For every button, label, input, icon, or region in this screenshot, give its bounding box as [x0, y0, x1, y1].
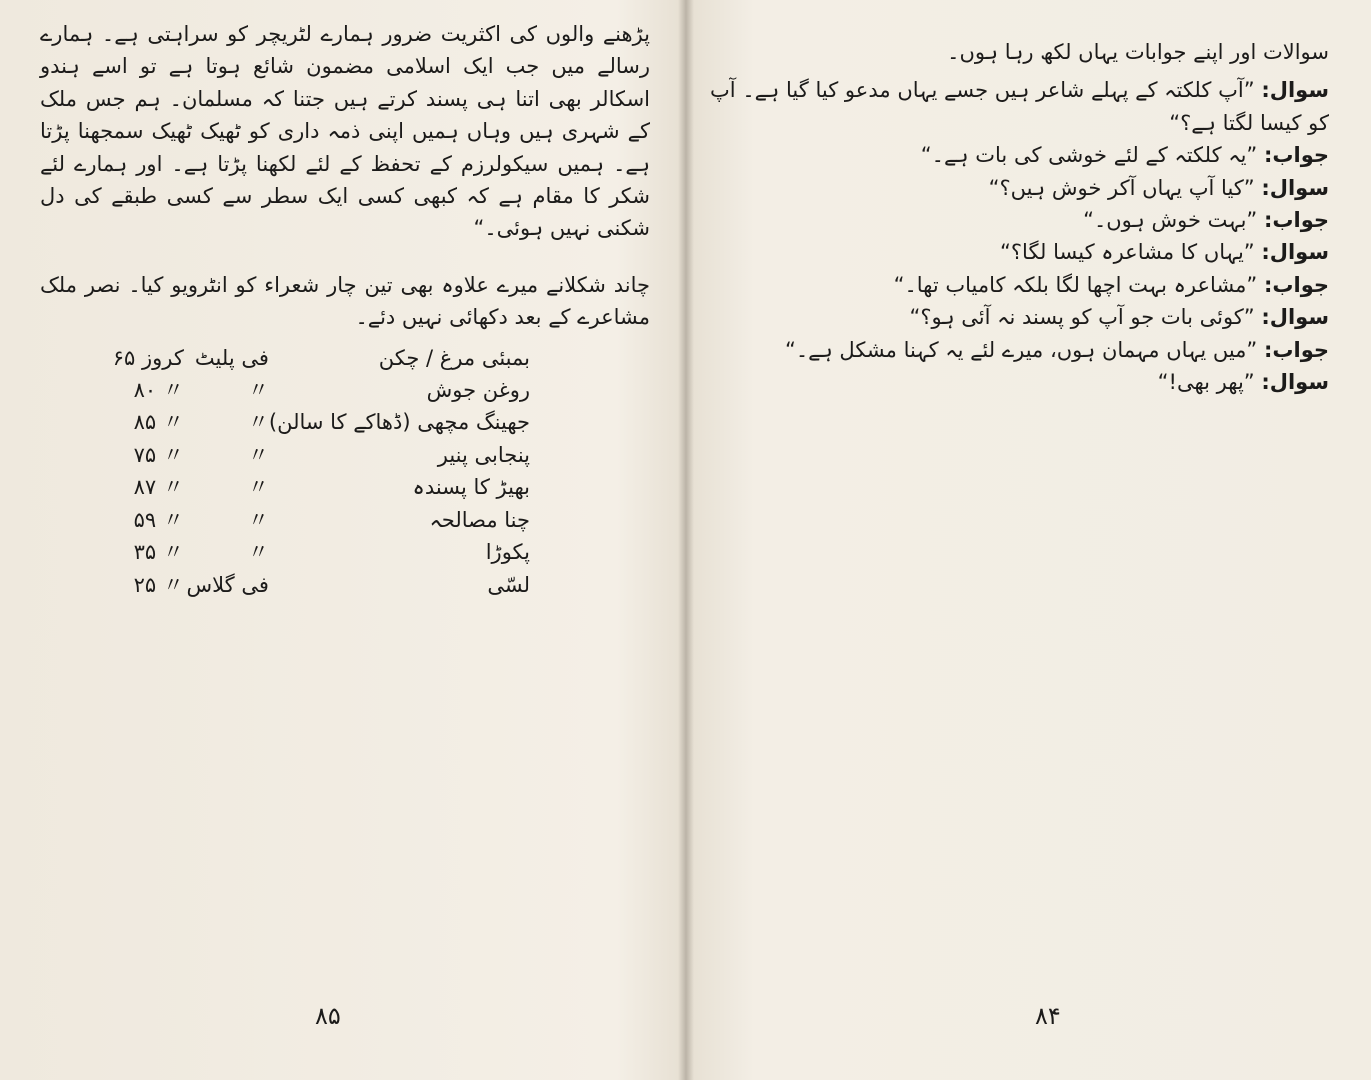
qa-text: ”میں یہاں مہمان ہوں، میرے لئے یہ کہنا مشکل ہے۔“ [784, 337, 1258, 362]
dish-name: پنجابی پنیر [437, 442, 530, 467]
dish-unit: 〃 [247, 378, 269, 403]
qa-text: ”کیا آپ یہاں آکر خوش ہیں؟“ [988, 175, 1255, 200]
interview-line [710, 236, 1329, 268]
dish-unit: 〃 [247, 540, 269, 565]
paragraph: چاند شکلانے میرے علاوہ بھی تین چار شعراء کو انٹرویو کیا۔ نصر ملک مشاعرے کے بعد دکھائی نہیں دئے۔ [40, 272, 650, 330]
qa-label: سوال: [1261, 78, 1329, 103]
dish-unit: فی پلیٹ [194, 345, 269, 370]
page-number: ۸۴ [1035, 1001, 1061, 1030]
qa-label: جواب: [1264, 272, 1329, 297]
interview-line [710, 172, 1329, 204]
right-page [690, 0, 1371, 1080]
dish-price: ۵۹ 〃 [133, 507, 184, 532]
dish-name: پکوڑا [485, 540, 530, 565]
menu-row [110, 374, 530, 406]
menu-row [110, 536, 530, 568]
menu-row [110, 342, 530, 374]
dish-price: ۸۰ 〃 [133, 378, 184, 403]
interview-line [710, 204, 1329, 236]
menu-row [110, 504, 530, 536]
qa-label: سوال: [1261, 240, 1329, 265]
page-number: ۸۵ [315, 1001, 341, 1030]
dish-name: بمبئی مرغ / چکن [378, 345, 530, 370]
dish-price: ۷۵ 〃 [133, 442, 184, 467]
qa-label: سوال: [1261, 175, 1329, 200]
dish-price: ۶۵ کروز [112, 345, 184, 370]
dish-price: ۸۵ 〃 [133, 410, 184, 435]
qa-label: سوال: [1261, 370, 1329, 395]
qa-text: ”پھر بھی!“ [1157, 370, 1255, 395]
dish-unit: 〃 [247, 410, 269, 435]
dish-name: چنا مصالحہ [429, 507, 530, 532]
interview-line [710, 139, 1329, 171]
interview-line [710, 366, 1329, 398]
dish-price: ۸۷ 〃 [133, 475, 184, 500]
qa-label: جواب: [1264, 143, 1329, 168]
interview-line [710, 334, 1329, 366]
interview-line [710, 301, 1329, 333]
dish-unit: فی گلاس [186, 572, 269, 597]
paragraph: سوالات اور اپنے جوابات یہاں لکھ رہا ہوں۔ [947, 40, 1329, 64]
qa-label: سوال: [1261, 305, 1329, 330]
menu-row [110, 406, 530, 438]
qa-text: ”مشاعرہ بہت اچھا لگا بلکہ کامیاب تھا۔“ [893, 272, 1258, 297]
qa-text: ”کوئی بات جو آپ کو پسند نہ آئی ہو؟“ [909, 305, 1255, 330]
dish-name: بھیڑ کا پسندہ [412, 475, 530, 500]
paragraph: پڑھنے والوں کی اکثریت ضرور ہمارے لٹریچر کو سراہتی ہے۔ ہمارے رسالے میں جب ایک اسلامی مضمون شائع ہوتا ہے تو اسے ہندو اسکالر بھی اتنا ہی پسند کرتے ہیں جتنا کہ مسلمان۔ ہم جس ملک کے شہری ہیں وہاں ہمیں اپنی ذمہ داری کو ٹھیک ٹھیک سمجھنا پڑتا ہے۔ ہمیں سیکولرزم کے تحفظ کے لئے لکھنا پڑتا ہے۔ اور ہمارے لئے شکر کا مقام ہے کہ کبھی کسی ایک سطر سے کسی طبقے کی دل شکنی نہیں ہوئی۔“ [40, 22, 650, 241]
qa-text: ”یہ کلکتہ کے لئے خوشی کی بات ہے۔“ [920, 143, 1258, 168]
qa-label: جواب: [1264, 337, 1329, 362]
qa-text: ”بہت خوش ہوں۔“ [1083, 208, 1258, 233]
menu-row [110, 471, 530, 503]
dish-name: روغن جوش [426, 378, 530, 403]
interview-line [710, 269, 1329, 301]
dish-unit: 〃 [247, 507, 269, 532]
interview-line [710, 74, 1329, 139]
dish-price: ۳۵ 〃 [133, 540, 184, 565]
dish-unit: 〃 [247, 442, 269, 467]
dish-name: لسّی [487, 572, 530, 597]
menu-price-list [110, 342, 530, 601]
qa-text: ”آپ کلکتہ کے پہلے شاعر ہیں جسے یہاں مدعو کیا گیا ہے۔ آپ کو کیسا لگتا ہے؟“ [710, 78, 1329, 135]
menu-row [110, 439, 530, 471]
qa-text: ”یہاں کا مشاعرہ کیسا لگا؟“ [1000, 240, 1255, 265]
menu-row [110, 569, 530, 601]
dish-price: ۲۵ 〃 [133, 572, 184, 597]
dish-name: جھینگ مچھی (ڈھاکے کا سالن) [268, 410, 530, 435]
qa-label: جواب: [1264, 208, 1329, 233]
dish-unit: 〃 [247, 475, 269, 500]
left-page [0, 0, 684, 1080]
